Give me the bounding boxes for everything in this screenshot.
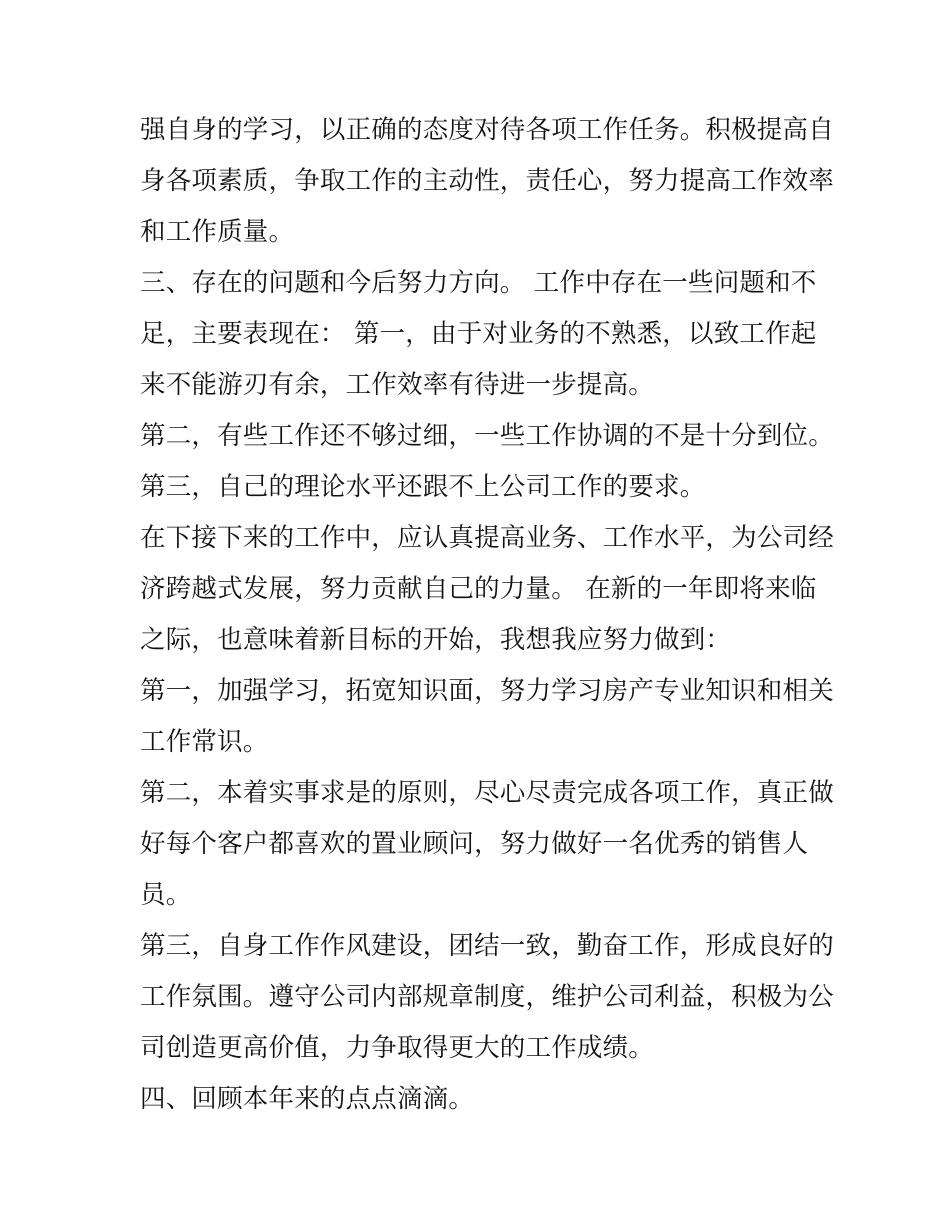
text-line: 第二，有些工作还不够过细，一些工作协调的不是十分到位。	[140, 421, 834, 451]
text-line: 工作常识。	[140, 727, 269, 757]
text-line: 足，主要表现在： 第一，由于对业务的不熟悉，以致工作起	[140, 319, 817, 349]
document-body	[140, 105, 834, 1125]
text-line: 之际，也意味着新目标的开始，我想我应努力做到：	[140, 625, 732, 655]
text-line: 员。	[140, 880, 192, 910]
text-line: 司创造更高价值，力争取得更大的工作成绩。	[140, 1033, 655, 1063]
section-heading-4: 四、回顾本年来的点点滴滴。	[140, 1084, 475, 1114]
text-line: 工作氛围。遵守公司内部规章制度，维护公司利益，积极为公	[140, 982, 834, 1012]
text-line: 在下接下来的工作中，应认真提高业务、工作水平，为公司经	[140, 523, 834, 553]
text-line: 身各项素质，争取工作的主动性，责任心，努力提高工作效率	[140, 166, 834, 196]
text-line: 济跨越式发展，努力贡献自己的力量。 在新的一年即将来临	[140, 574, 817, 604]
text-line: 和工作质量。	[140, 217, 295, 247]
text-line: 第一，加强学习，拓宽知识面，努力学习房产专业知识和相关	[140, 676, 834, 706]
text-line: 好每个客户都喜欢的置业顾问，努力做好一名优秀的销售人	[140, 829, 809, 859]
text-line: 第三，自己的理论水平还跟不上公司工作的要求。	[140, 472, 706, 502]
section-heading-3: 三、存在的问题和今后努力方向。 工作中存在一些问题和不	[140, 268, 817, 298]
text-line: 强自身的学习，以正确的态度对待各项工作任务。积极提高自	[140, 115, 834, 145]
text-line: 第三，自身工作作风建设，团结一致，勤奋工作，形成良好的	[140, 931, 834, 961]
text-line: 第二，本着实事求是的原则，尽心尽责完成各项工作，真正做	[140, 778, 834, 808]
text-line: 来不能游刃有余，工作效率有待进一步提高。	[140, 370, 655, 400]
